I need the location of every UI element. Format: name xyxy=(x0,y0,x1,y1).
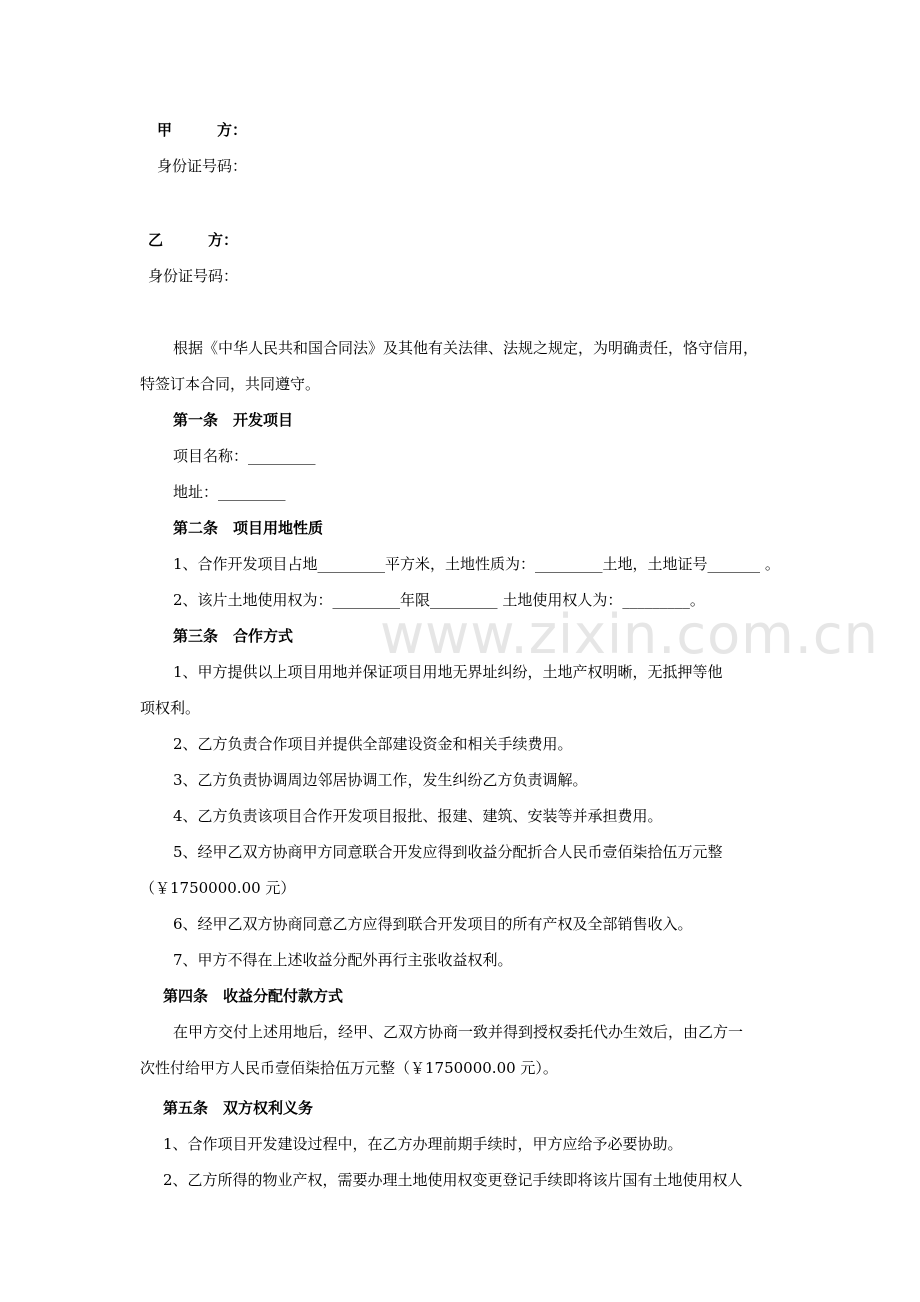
article3-item6: 6、经甲乙双方协商同意乙方应得到联合开发项目的所有产权及全部销售收入。 xyxy=(173,915,693,933)
article1-address: 地址：_________ xyxy=(173,483,286,501)
party-a-label-char2: 方： xyxy=(217,121,248,139)
party-a-label-char1: 甲 xyxy=(157,121,173,139)
article4-title: 第四条 收益分配付款方式 xyxy=(163,987,344,1005)
party-b-id-label: 身份证号码： xyxy=(148,267,239,285)
article3-item2: 2、乙方负责合作项目并提供全部建设资金和相关手续费用。 xyxy=(173,735,573,753)
article2-item2: 2、该片土地使用权为：_________年限_________ 土地使用权人为：_________。 xyxy=(173,591,705,609)
article4-para-line1: 在甲方交付上述用地后，经甲、乙双方协商一致并得到授权委托代办生效后，由乙方一 xyxy=(173,1023,744,1041)
article3-item7: 7、甲方不得在上述收益分配外再行主张收益权利。 xyxy=(173,951,513,969)
article3-item1-line2: 项权利。 xyxy=(140,699,201,717)
article5-item1: 1、合作项目开发建设过程中，在乙方办理前期手续时，甲方应给予必要协助。 xyxy=(163,1135,683,1153)
preamble-line1: 根据《中华人民共和国合同法》及其他有关法律、法规之规定，为明确责任，恪守信用， xyxy=(173,339,759,357)
watermark-text: www.zixin.com.cn xyxy=(380,603,879,666)
party-b-label xyxy=(148,230,238,250)
article3-item3: 3、乙方负责协调周边邻居协调工作，发生纠纷乙方负责调解。 xyxy=(173,771,588,789)
article1-title: 第一条 开发项目 xyxy=(173,411,294,429)
party-a-id-label: 身份证号码： xyxy=(157,157,248,175)
article2-title: 第二条 项目用地性质 xyxy=(173,519,324,537)
article2-item1: 1、合作开发项目占地_________平方米，土地性质为：_________土地，土地证号_______ 。 xyxy=(173,555,780,573)
article3-item4: 4、乙方负责该项目合作开发项目报批、报建、建筑、安装等并承担费用。 xyxy=(173,807,663,825)
article5-item2-line1: 2、乙方所得的物业产权，需要办理土地使用权变更登记手续即将该片国有土地使用权人 xyxy=(163,1171,743,1189)
article3-item1-line1: 1、甲方提供以上项目用地并保证项目用地无界址纠纷，土地产权明晰，无抵押等他 xyxy=(173,663,723,681)
party-a-label xyxy=(157,120,247,140)
article3-item5-line2: （￥1750000.00 元） xyxy=(140,879,296,897)
preamble-line2: 特签订本合同，共同遵守。 xyxy=(140,375,321,393)
article1-project-name: 项目名称：_________ xyxy=(173,447,316,465)
party-b-label-char1: 乙 xyxy=(148,231,164,249)
article5-title: 第五条 双方权利义务 xyxy=(163,1099,314,1117)
article4-para-line2: 次性付给甲方人民币壹佰柒拾伍万元整（￥1750000.00 元）。 xyxy=(140,1059,558,1077)
party-b-label-char2: 方： xyxy=(208,231,239,249)
article3-item5-line1: 5、经甲乙双方协商甲方同意联合开发应得到收益分配折合人民币壹佰柒拾伍万元整 xyxy=(173,843,723,861)
article3-title: 第三条 合作方式 xyxy=(173,627,294,645)
